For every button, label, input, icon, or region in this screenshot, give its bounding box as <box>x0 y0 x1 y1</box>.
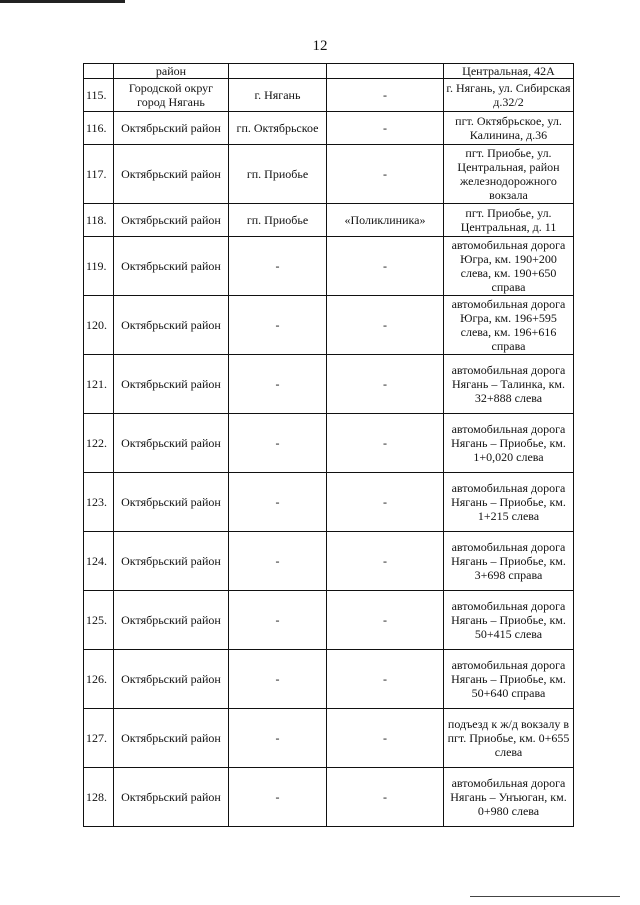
district-cell: Октябрьский район <box>114 709 229 768</box>
table-row <box>84 237 574 296</box>
locality-cell: гп. Октябрьское <box>229 112 327 145</box>
row-number-cell: 115. <box>84 79 114 112</box>
object-cell: - <box>327 414 444 473</box>
address-cell: автомобильная дорога Нягань – Приобье, км. 1+215 слева <box>444 473 574 532</box>
address-cell: пгт. Октябрьское, ул. Калинина, д.36 <box>444 112 574 145</box>
object-cell: - <box>327 145 444 204</box>
object-cell: - <box>327 768 444 827</box>
address-cell: пгт. Приобье, ул. Центральная, д. 11 <box>444 204 574 237</box>
object-cell: - <box>327 591 444 650</box>
district-cell: Октябрьский район <box>114 355 229 414</box>
table-row <box>84 355 574 414</box>
row-number-cell: 121. <box>84 355 114 414</box>
locality-cell: г. Нягань <box>229 79 327 112</box>
district-cell: Октябрьский район <box>114 532 229 591</box>
table-row <box>84 145 574 204</box>
locality-cell: - <box>229 650 327 709</box>
address-cell: г. Нягань, ул. Сибирская д.32/2 <box>444 79 574 112</box>
table-row <box>84 768 574 827</box>
object-cell: - <box>327 532 444 591</box>
address-cell: автомобильная дорога Югра, км. 190+200 слева, км. 190+650 справа <box>444 237 574 296</box>
locality-cell: - <box>229 237 327 296</box>
row-number-cell: 116. <box>84 112 114 145</box>
locality-cell: - <box>229 296 327 355</box>
district-cell: Октябрьский район <box>114 296 229 355</box>
row-number-cell: 119. <box>84 237 114 296</box>
locations-table <box>83 63 574 827</box>
row-number-cell: 117. <box>84 145 114 204</box>
object-cell: - <box>327 473 444 532</box>
address-cell: автомобильная дорога Нягань – Унъюган, км. 0+980 слева <box>444 768 574 827</box>
row-number-cell: 128. <box>84 768 114 827</box>
object-cell: - <box>327 650 444 709</box>
district-cell: Октябрьский район <box>114 112 229 145</box>
locality-cell: - <box>229 414 327 473</box>
object-cell: - <box>327 355 444 414</box>
row-number-cell: 118. <box>84 204 114 237</box>
district-cell: район <box>114 64 229 79</box>
address-cell: Центральная, 42А <box>444 64 574 79</box>
row-number-cell: 123. <box>84 473 114 532</box>
address-cell: автомобильная дорога Нягань – Приобье, км. 3+698 справа <box>444 532 574 591</box>
object-cell: - <box>327 709 444 768</box>
table-row <box>84 591 574 650</box>
district-cell: Октябрьский район <box>114 650 229 709</box>
locality-cell <box>229 64 327 79</box>
row-number-cell: 124. <box>84 532 114 591</box>
table-row <box>84 79 574 112</box>
page-number: 12 <box>312 38 328 54</box>
district-cell: Октябрьский район <box>114 204 229 237</box>
table-row <box>84 532 574 591</box>
table-row <box>84 204 574 237</box>
address-cell: автомобильная дорога Нягань – Приобье, км. 50+415 слева <box>444 591 574 650</box>
object-cell: - <box>327 296 444 355</box>
district-cell: Октябрьский район <box>114 768 229 827</box>
address-cell: пгт. Приобье, ул. Центральная, район железнодорожного вокзала <box>444 145 574 204</box>
address-cell: подъезд к ж/д вокзалу в пгт. Приобье, км. 0+655 слева <box>444 709 574 768</box>
row-number-cell: 125. <box>84 591 114 650</box>
address-cell: автомобильная дорога Нягань – Талинка, км. 32+888 слева <box>444 355 574 414</box>
row-number-cell <box>84 64 114 79</box>
locality-cell: - <box>229 768 327 827</box>
row-number-cell: 127. <box>84 709 114 768</box>
row-number-cell: 122. <box>84 414 114 473</box>
locality-cell: гп. Приобье <box>229 204 327 237</box>
table-row <box>84 473 574 532</box>
locality-cell: - <box>229 473 327 532</box>
locality-cell: гп. Приобье <box>229 145 327 204</box>
scan-edge-mark <box>0 0 125 3</box>
address-cell: автомобильная дорога Нягань – Приобье, км. 1+0,020 слева <box>444 414 574 473</box>
table-row <box>84 709 574 768</box>
locality-cell: - <box>229 355 327 414</box>
table-row <box>84 650 574 709</box>
locality-cell: - <box>229 532 327 591</box>
table-row <box>84 296 574 355</box>
district-cell: Городской округ город Нягань <box>114 79 229 112</box>
address-cell: автомобильная дорога Югра, км. 196+595 слева, км. 196+616 справа <box>444 296 574 355</box>
district-cell: Октябрьский район <box>114 591 229 650</box>
table-row <box>84 414 574 473</box>
locality-cell: - <box>229 709 327 768</box>
object-cell: - <box>327 237 444 296</box>
district-cell: Октябрьский район <box>114 237 229 296</box>
district-cell: Октябрьский район <box>114 414 229 473</box>
address-cell: автомобильная дорога Нягань – Приобье, км. 50+640 справа <box>444 650 574 709</box>
row-number-cell: 126. <box>84 650 114 709</box>
object-cell: «Поликлиника» <box>327 204 444 237</box>
table-row <box>84 112 574 145</box>
row-number-cell: 120. <box>84 296 114 355</box>
table-row <box>84 64 574 79</box>
object-cell: - <box>327 79 444 112</box>
district-cell: Октябрьский район <box>114 145 229 204</box>
locality-cell: - <box>229 591 327 650</box>
scan-edge-mark <box>470 896 620 897</box>
object-cell: - <box>327 112 444 145</box>
district-cell: Октябрьский район <box>114 473 229 532</box>
object-cell <box>327 64 444 79</box>
